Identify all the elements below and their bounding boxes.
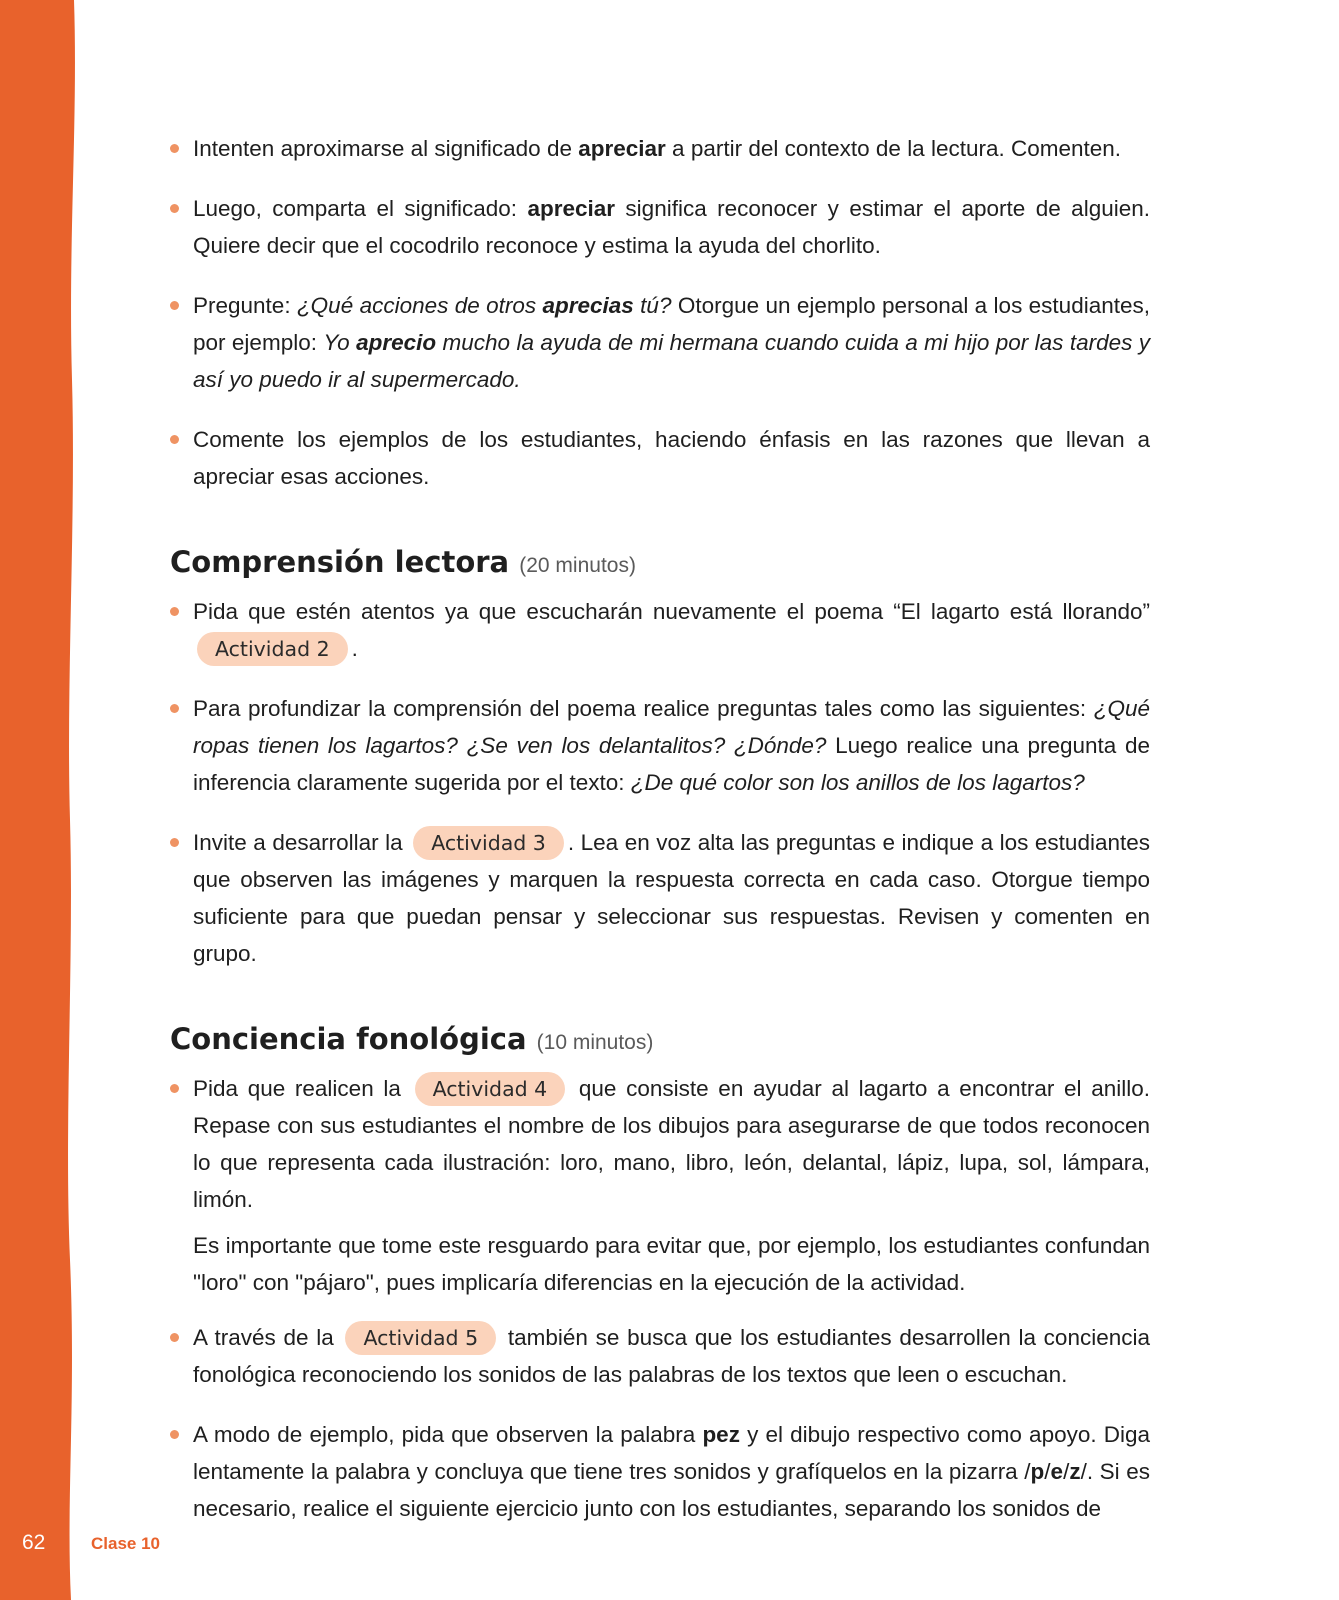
bullet-dot — [170, 435, 179, 444]
list-item: Invite a desarrollar la Actividad 3 . Lea en voz alta las preguntas e indique a los estudiantes que observen las imágenes y marquen la respuesta correcta en cada caso. Otorgue tiempo suficiente para que puedan pensar y seleccionar sus respuestas. Revisen y comenten en grupo. — [170, 824, 1150, 972]
list-item: A través de la Actividad 5 también se busca que los estudiantes desarrollen la conciencia fonológica reconociendo los sonidos de las palabras de los textos que leen o escuchan. — [170, 1319, 1150, 1393]
bullet-dot — [170, 1430, 179, 1439]
activity-chip: Actividad 2 — [197, 632, 348, 666]
activity-chip: Actividad 3 — [413, 826, 564, 860]
list-item: A modo de ejemplo, pida que observen la palabra pez y el dibujo respectivo como apoyo. Diga lentamente la palabra y concluya que tiene tres sonidos y grafíquelos en la pizarra /p/e/z/. Si es necesario, realice el siguiente ejercicio junto con los estudiantes, separando los sonidos de — [170, 1416, 1150, 1527]
bullet-dot — [170, 144, 179, 153]
main-content — [170, 130, 1150, 1550]
section-duration: (20 minutos) — [519, 554, 636, 577]
activity-chip: Actividad 4 — [415, 1072, 566, 1106]
bullet-dot — [170, 838, 179, 847]
note-paragraph: Es importante que tome este resguardo para evitar que, por ejemplo, los estudiantes confundan "loro" con "pájaro", pues implicaría diferencias en la ejecución de la actividad. — [193, 1233, 1150, 1295]
bullet-dot — [170, 1333, 179, 1342]
bullet-dot — [170, 301, 179, 310]
bullet-dot — [170, 607, 179, 616]
bullet-dot — [170, 1084, 179, 1093]
list-item: Para profundizar la comprensión del poema realice preguntas tales como las siguientes: ¿Qué ropas tienen los lagartos? ¿Se ven los delantalitos? ¿Dónde? Luego realice una pregunta de inferencia claramente sugerida por el texto: ¿De qué color son los anillos de los lagartos? — [170, 690, 1150, 801]
list-item: Luego, comparta el significado: apreciar significa reconocer y estimar el aporte de alguien. Quiere decir que el cocodrilo reconoce y estima la ayuda del chorlito. — [170, 190, 1150, 264]
list-item: Intenten aproximarse al significado de apreciar a partir del contexto de la lectura. Comenten. — [170, 130, 1150, 167]
conciencia-list-cont — [170, 1319, 1150, 1527]
comprension-list — [170, 593, 1150, 972]
section-heading-conciencia: Conciencia fonológica (10 minutos) — [170, 1022, 654, 1056]
bullet-dot — [170, 704, 179, 713]
list-item: Comente los ejemplos de los estudiantes, haciendo énfasis en las razones que llevan a apreciar esas acciones. — [170, 421, 1150, 495]
intro-list — [170, 130, 1150, 495]
list-item: Pregunte: ¿Qué acciones de otros aprecias tú? Otorgue un ejemplo personal a los estudiantes, por ejemplo: Yo aprecio mucho la ayuda de mi hermana cuando cuida a mi hijo por las tardes y así yo puedo ir al supermercado. — [170, 287, 1150, 398]
list-item: Pida que realicen la Actividad 4 que consiste en ayudar al lagarto a encontrar el anillo. Repase con sus estudiantes el nombre de los dibujos para asegurarse de que todos reconocen lo que representa cada ilustración: loro, mano, libro, león, delantal, lápiz, lupa, sol, lámpara, limón. — [170, 1070, 1150, 1218]
page-number: 62 — [22, 1531, 46, 1554]
section-duration: (10 minutos) — [536, 1031, 654, 1054]
side-band — [0, 0, 80, 1600]
bullet-dot — [170, 204, 179, 213]
section-label: Clase 10 — [91, 1534, 160, 1553]
activity-chip: Actividad 5 — [345, 1321, 496, 1355]
list-item: Pida que estén atentos ya que escucharán nuevamente el poema “El lagarto está llorando” Actividad 2 . — [170, 593, 1150, 667]
conciencia-list — [170, 1070, 1150, 1218]
section-heading-comprension: Comprensión lectora (20 minutos) — [170, 545, 636, 579]
